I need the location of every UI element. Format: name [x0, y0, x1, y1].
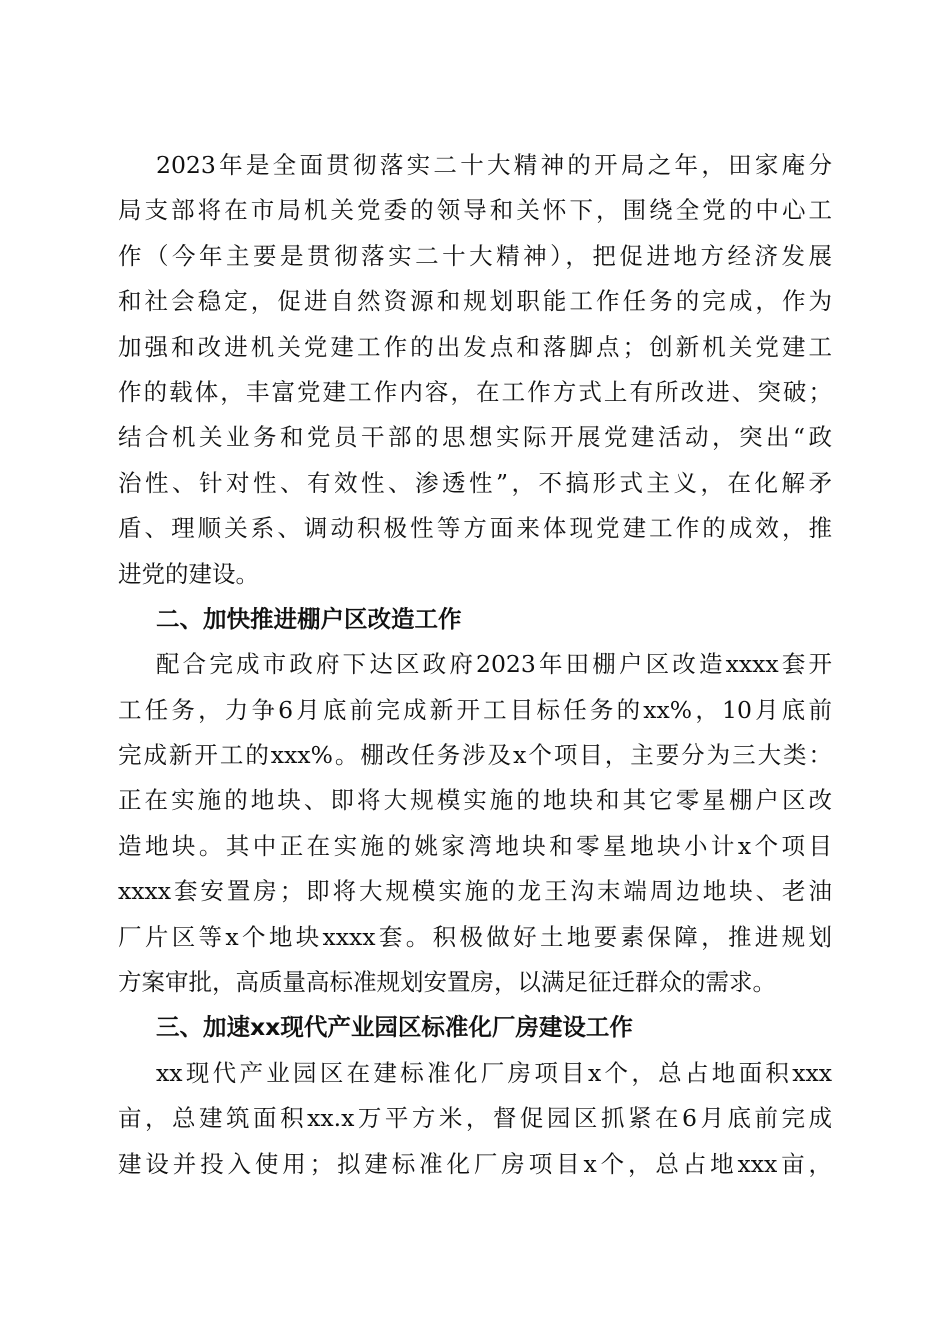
section-heading-2: 二、加快推进棚户区改造工作 [156, 604, 462, 633]
paragraph-1-line: 进党的建设。 [118, 559, 259, 588]
paragraph-3-line: xx现代产业园区在建标准化厂房项目x个，总占地面积xxx [156, 1058, 832, 1087]
paragraph-3-line: 亩，总建筑面积xx.x万平方米，督促园区抓紧在6月底前完成 [118, 1104, 832, 1133]
paragraph-2-line: 造地块。其中正在实施的姚家湾地块和零星地块小计x个项目 [118, 831, 832, 860]
paragraph-2-line: xxxx套安置房；即将大规模实施的龙王沟末端周边地块、老油 [118, 877, 832, 906]
paragraph-1-line: 2023年是全面贯彻落实二十大精神的开局之年，田家庵分 [156, 151, 832, 179]
paragraph-1-line: 盾、理顺关系、调动积极性等方面来体现党建工作的成效，推 [118, 514, 832, 543]
paragraph-2-line: 工任务，力争6月底前完成新开工目标任务的xx%，10月底前 [118, 695, 832, 724]
paragraph-1-line: 作的载体，丰富党建工作内容，在工作方式上有所改进、突破； [118, 377, 832, 406]
paragraph-1-line: 治性、针对性、有效性、渗透性”，不搞形式主义，在化解矛 [118, 468, 832, 497]
paragraph-2-line: 完成新开工的xxx%。棚改任务涉及x个项目，主要分为三大类： [118, 741, 832, 770]
document-body [118, 143, 832, 1187]
paragraph-2-line: 正在实施的地块、即将大规模实施的地块和其它零星棚户区改 [118, 786, 832, 815]
paragraph-2-line: 配合完成市政府下达区政府2023年田棚户区改造xxxx套开 [156, 650, 832, 679]
paragraph-1-line: 和社会稳定，促进自然资源和规划职能工作任务的完成，作为 [118, 287, 832, 316]
paragraph-1-line: 局支部将在市局机关党委的领导和关怀下，围绕全党的中心工 [118, 196, 832, 225]
paragraph-3-line: 建设并投入使用；拟建标准化厂房项目x个，总占地xxx亩， [118, 1149, 832, 1178]
paragraph-2-line: 厂片区等x个地块xxxx套。积极做好土地要素保障，推进规划 [118, 922, 832, 951]
paragraph-2-line: 方案审批，高质量高标准规划安置房，以满足征迁群众的需求。 [118, 968, 776, 997]
paragraph-1-line: 加强和改进机关党建工作的出发点和落脚点；创新机关党建工 [118, 332, 832, 361]
paragraph-1-line: 作（今年主要是贯彻落实二十大精神），把促进地方经济发展 [118, 241, 832, 270]
paragraph-1-line: 结合机关业务和党员干部的思想实际开展党建活动，突出“政 [118, 423, 832, 452]
section-heading-3: 三、加速xx现代产业园区标准化厂房建设工作 [156, 1013, 633, 1042]
